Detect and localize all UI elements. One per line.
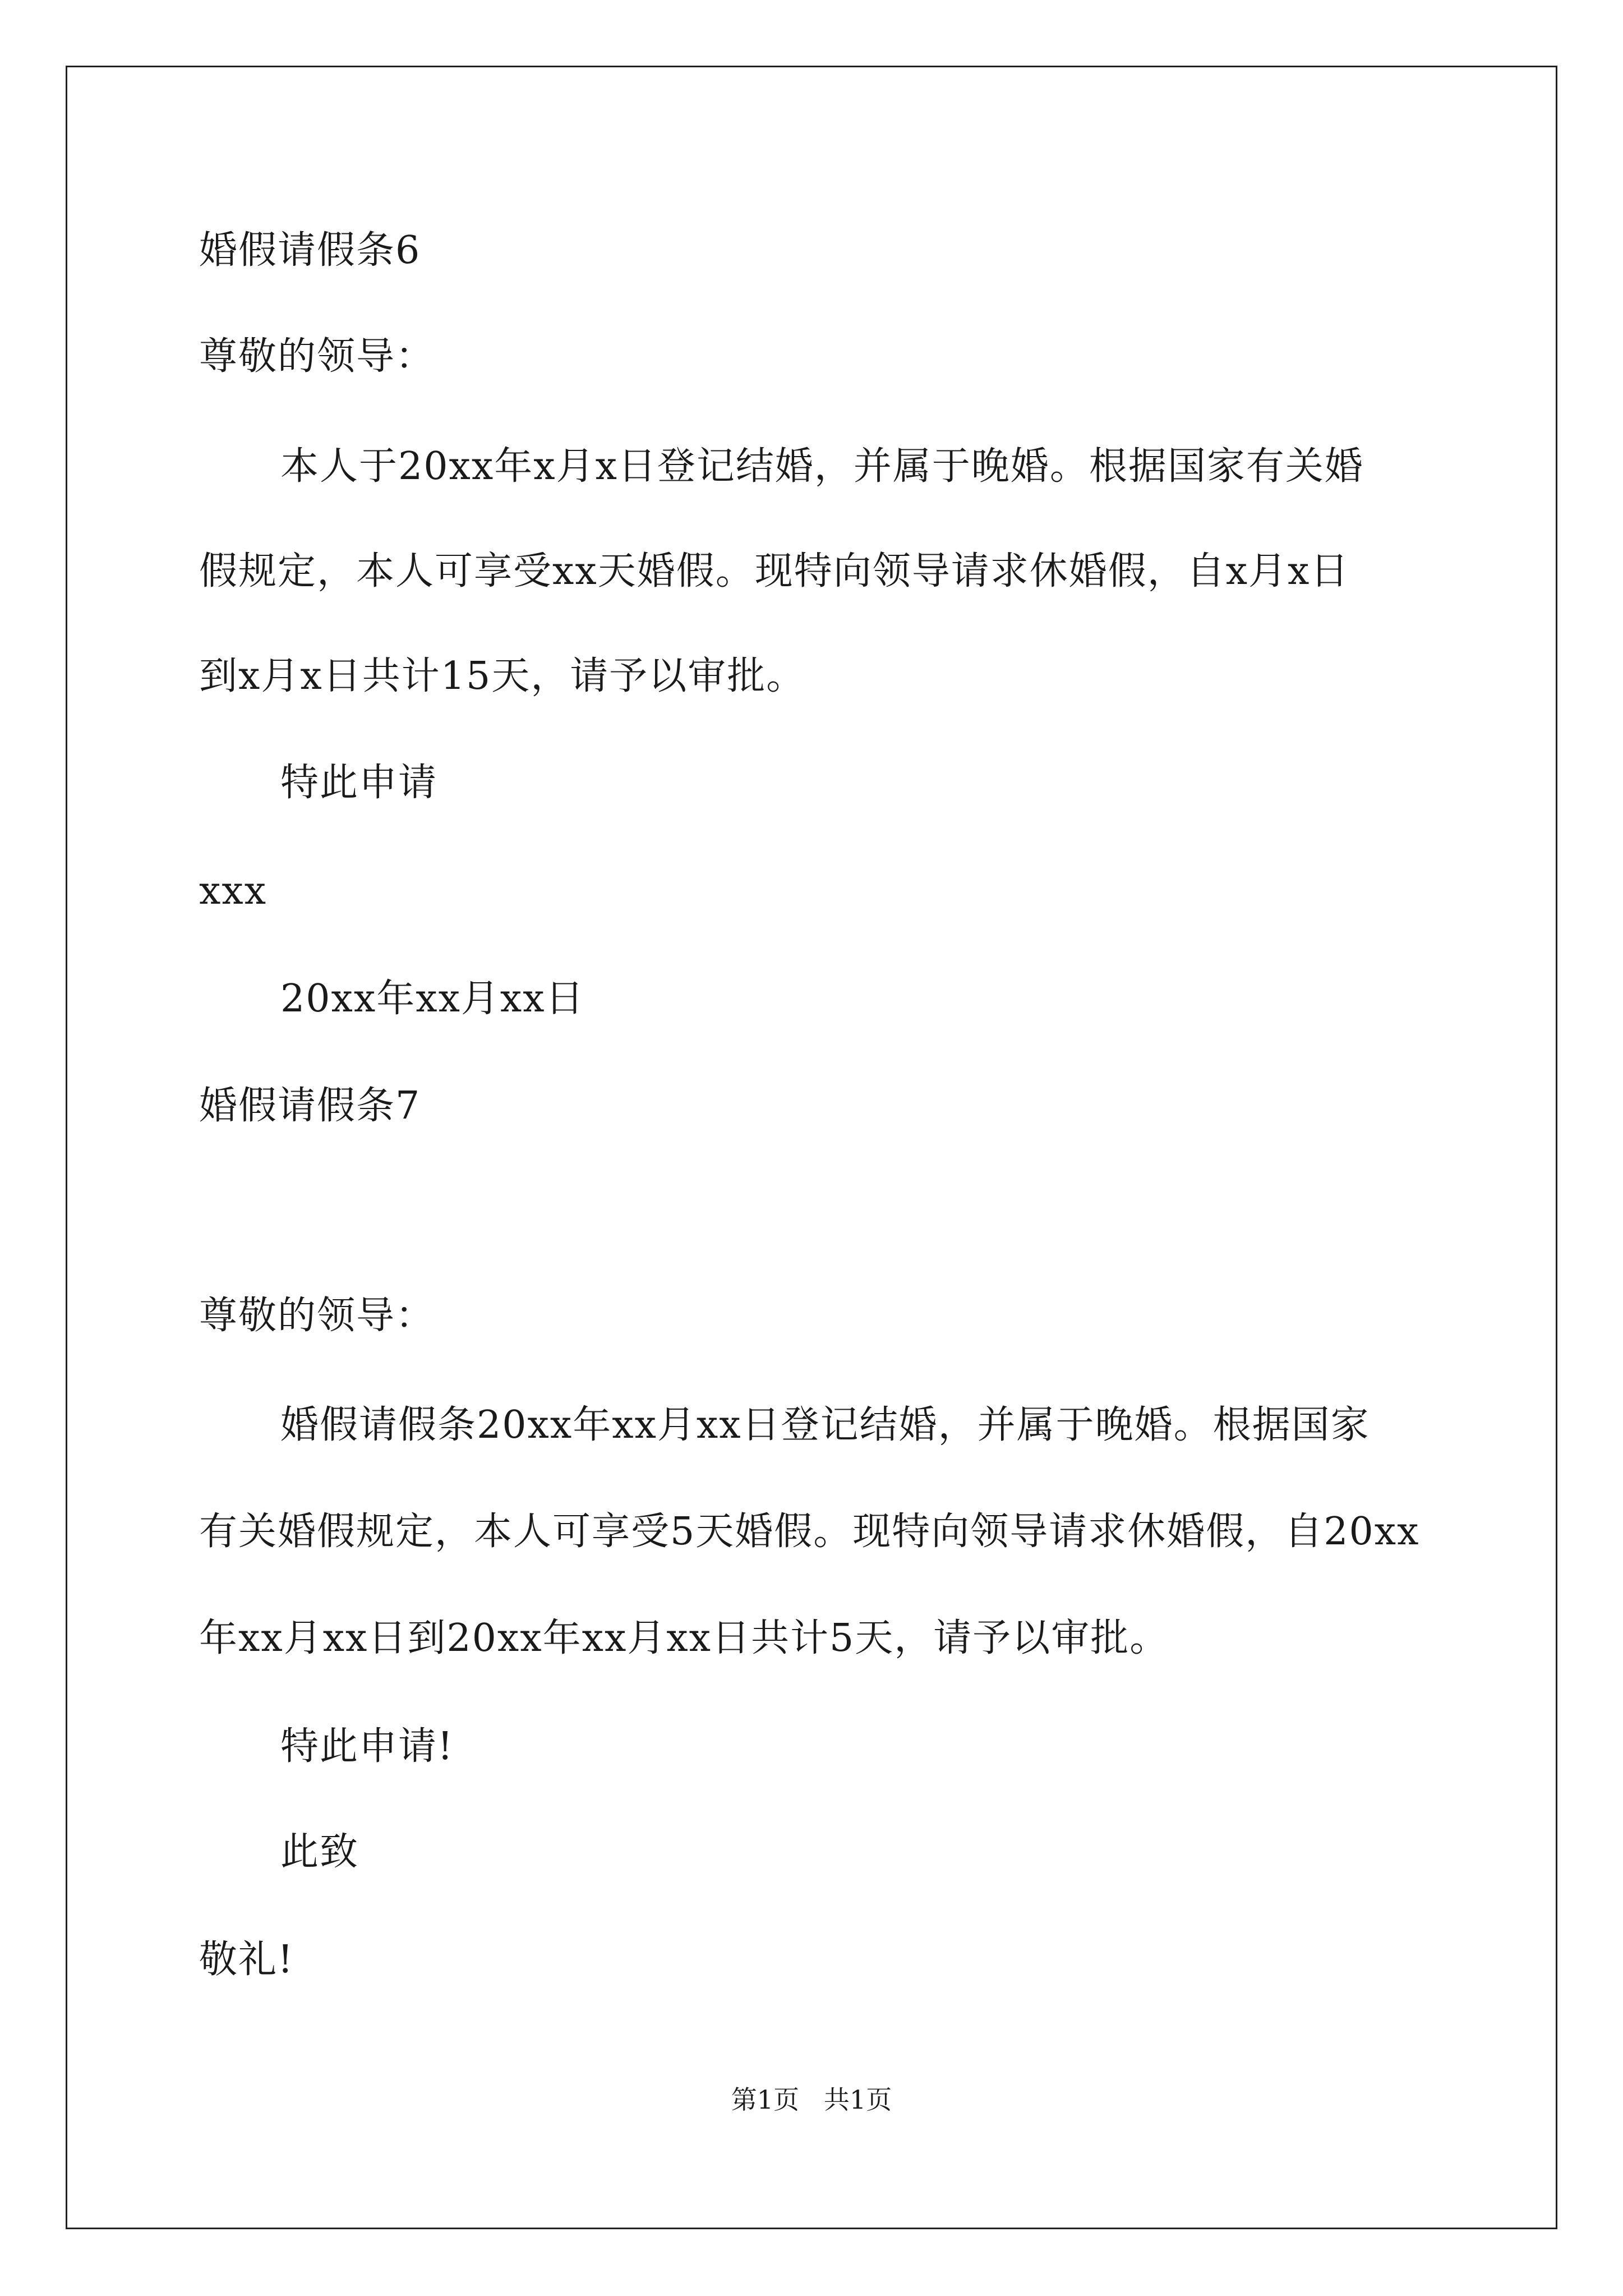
section1-body-line-3: 到x月x日共计15天，请予以审批。 (199, 654, 806, 698)
page-footer: 第1页 共1页 (731, 2085, 892, 2115)
section2-regards-1: 此致 (280, 1830, 359, 1874)
section2-body-line-1: 婚假请假条20xx年xx月xx日登记结婚，并属于晚婚。根据国家 (280, 1403, 1370, 1447)
section2-closing: 特此申请! (280, 1724, 454, 1769)
section2-title: 婚假请假条7 (199, 1084, 421, 1128)
page-border (66, 66, 1557, 2229)
section1-title: 婚假请假条6 (199, 228, 421, 273)
section1-salutation: 尊敬的领导： (199, 334, 435, 379)
section2-body-line-2: 有关婚假规定，本人可享受5天婚假。现特向领导请求休婚假，自20xx (199, 1510, 1420, 1554)
section1-closing: 特此申请 (280, 761, 438, 805)
section2-regards-2: 敬礼! (199, 1938, 294, 1982)
section2-body-line-3: 年xx月xx日到20xx年xx月xx日共计5天，请予以审批。 (199, 1616, 1169, 1660)
section2-salutation: 尊敬的领导： (199, 1294, 435, 1338)
section1-body-line-1: 本人于20xx年x月x日登记结婚，并属于晚婚。根据国家有关婚 (280, 444, 1364, 489)
section1-body-line-2: 假规定，本人可享受xx天婚假。现特向领导请求休婚假，自x月x日 (199, 549, 1350, 593)
section1-date: 20xx年xx月xx日 (280, 977, 585, 1021)
section1-signature: xxx (199, 869, 268, 913)
